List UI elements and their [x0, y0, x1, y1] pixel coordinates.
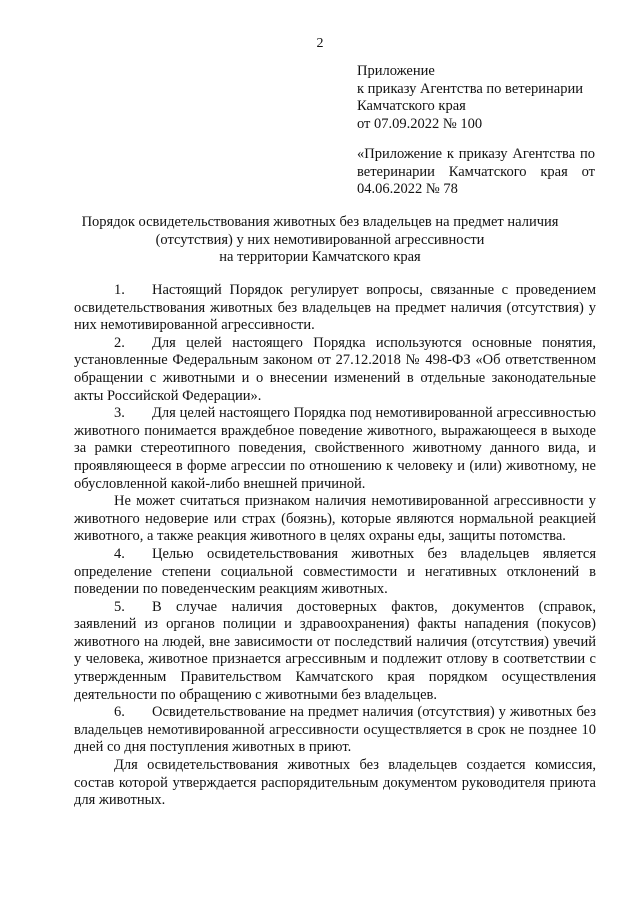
paragraph-text: Для целей настоящего Порядка используются основные понятия, установленные Федеральным законом от 27.12.2018 № 498-ФЗ «Об ответственном обращении с животными и о внесении изменений в отдельные законодательные акты Российской Федерации».: [74, 334, 596, 404]
approval-line-1: Приложение: [357, 63, 435, 79]
paragraph-3-continued: [74, 493, 596, 546]
paragraph-text: В случае наличия достоверных фактов, документов (справок, заявлений из органов полиции и здравоохранения) факты нападения (покусов) животного на людей, вне зависимости от последствий наличия (отсутствия) увечий у человека, животное признается агрессивным и подлежит отлову в соответствии с утвержденным Правительством Камчатского края порядком осуществления деятельности по обращению с животными без владельцев.: [74, 598, 596, 703]
paragraph-text: Для освидетельствования животных без владельцев создается комиссия, состав которой утверждается распорядительным документом руководителя приюта для животных.: [74, 757, 596, 809]
paragraph-number: 4.: [114, 545, 125, 562]
paragraph-6-continued: [74, 757, 596, 810]
approval-line-3: Камчатского края: [357, 98, 466, 114]
paragraph-3: [74, 405, 596, 493]
paragraph-text: Для целей настоящего Порядка под немотивированной агрессивностью животного понимается враждебное поведение животного, выражающееся в выходе за рамки стереотипного поведения, свойственного животному данного вида, и проявляющееся в форме агрессии по отношению к человеку и (или) животному, не обусловленной какой-либо внешней причиной.: [74, 405, 596, 492]
paragraph-text: Освидетельствование на предмет наличия (отсутствия) у животных без владельцев немотивированной агрессивности осуществляется в срок не позднее 10 дней со дня поступления животных в приют.: [74, 704, 596, 756]
title-line-3: на территории Камчатского края: [219, 249, 421, 265]
paragraph-text: Целью освидетельствования животных без владельцев является определение степени социальной совместимости и негативных отклонений в поведении по поведенческим реакциям животных.: [74, 545, 596, 598]
approval-block: [357, 63, 602, 133]
approval-line-4: от 07.09.2022 № 100: [357, 115, 483, 132]
document-title: [60, 214, 580, 267]
paragraph-number: 2.: [114, 334, 125, 351]
paragraph-2: [74, 335, 596, 405]
paragraph-text: Настоящий Порядок регулирует вопросы, связанные с проведением освидетельствования животных без владельцев на предмет наличия (отсутствия) у них немотивированной агрессивности.: [74, 282, 596, 334]
paragraph-number: 3.: [114, 405, 125, 422]
paragraph-4: [74, 546, 596, 599]
paragraph-text: Не может считаться признаком наличия немотивированной агрессивности у животного недоверие или страх (боязнь), которые являются нормальной реакцией животного, а также реакция животного в целях охраны еды, защиты потомства.: [74, 493, 596, 545]
paragraph-5: [74, 599, 596, 705]
page-number: 2: [316, 36, 324, 51]
title-line-1: Порядок освидетельствования животных без владельцев на предмет наличия: [81, 214, 559, 230]
document-body: [74, 282, 596, 810]
paragraph-number: 5.: [114, 598, 125, 615]
paragraph-number: 1.: [114, 282, 125, 298]
title-line-2: (отсутствия) у них немотивированной агрессивности: [155, 231, 485, 248]
paragraph-6: [74, 704, 596, 757]
approval-line-2: к приказу Агентства по ветеринарии: [357, 80, 584, 97]
paragraph-1: [74, 282, 596, 335]
paragraph-number: 6.: [114, 704, 125, 721]
prior-appendix-reference: «Приложение к приказу Агентства по ветеринарии Камчатского края от 04.06.2022 № 78: [357, 146, 595, 197]
